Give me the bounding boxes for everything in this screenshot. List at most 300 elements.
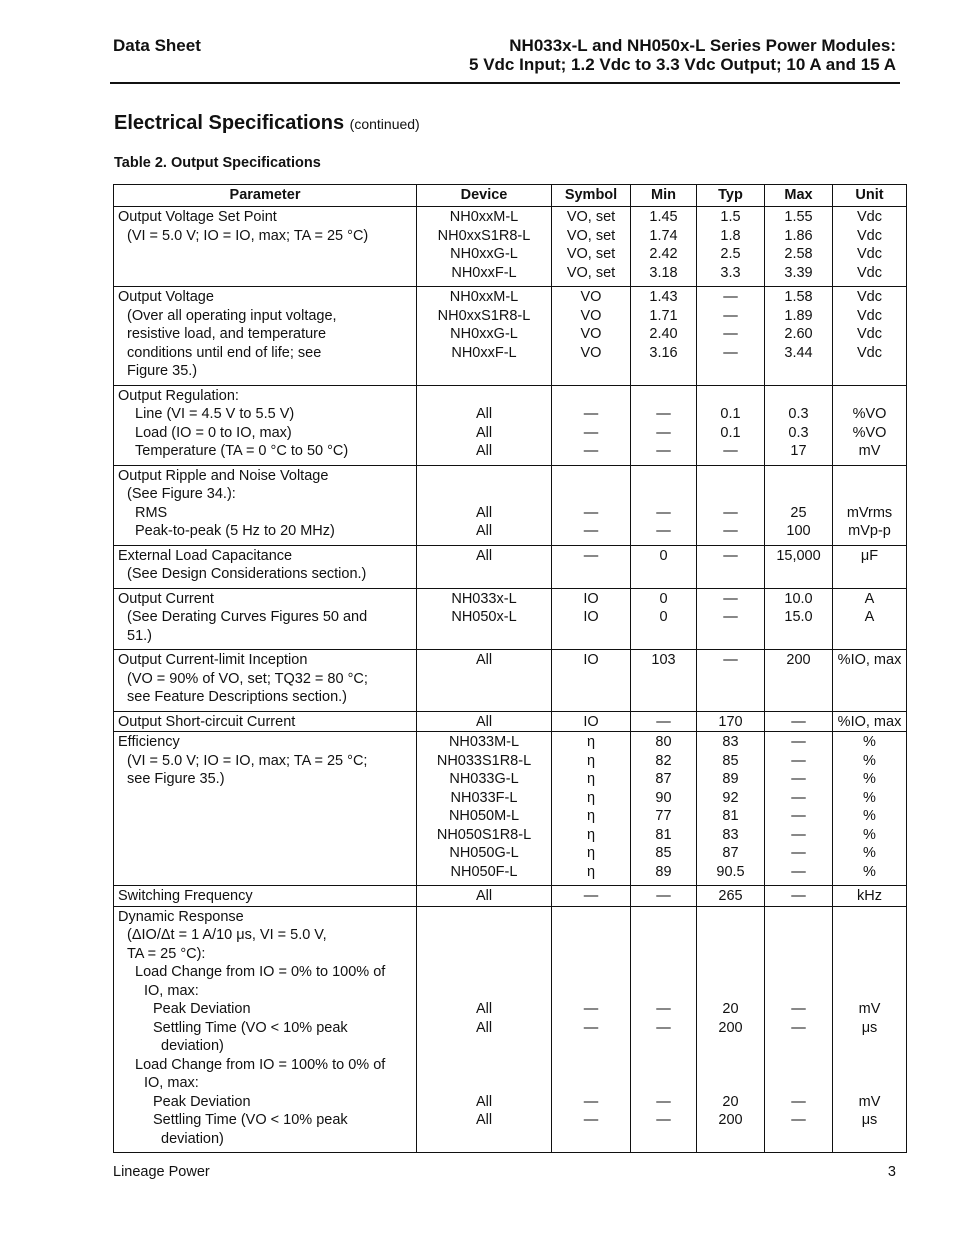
min-value (635, 1056, 692, 1075)
symbol-value: — (583, 1019, 599, 1036)
device-value: All (475, 406, 493, 422)
section-subtitle: (continued) (349, 116, 420, 132)
max-value: — (791, 888, 806, 904)
typ-value: 81 (722, 808, 739, 824)
min-value: 0 (659, 590, 668, 607)
typ-value: 200 (718, 1019, 743, 1036)
device-value: NH0xxM-L (449, 209, 519, 225)
typ-value: — (723, 344, 738, 361)
unit-value: %VO (852, 424, 887, 441)
max-cell (765, 906, 833, 1153)
unit-value: %IO, max (837, 713, 902, 730)
symbol-value (556, 1056, 626, 1075)
unit-value: % (863, 734, 876, 750)
header-title-line-1: NH033x-L and NH050x-L Series Power Modules: (509, 36, 896, 55)
symbol-cell (552, 465, 631, 545)
device-value: NH033S1R8-L (436, 752, 532, 769)
parameter-cell (114, 588, 417, 650)
typ-value: 0.1 (720, 406, 741, 422)
min-value (635, 1074, 692, 1093)
device-value: NH0xxS1R8-L (437, 307, 531, 324)
device-value: NH050S1R8-L (436, 826, 532, 843)
device-value: NH0xxS1R8-L (437, 227, 531, 244)
page-number: 3 (887, 1164, 896, 1180)
min-cell (631, 650, 697, 712)
symbol-cell (552, 588, 631, 650)
unit-value: Vdc (857, 289, 882, 305)
max-value: 3.44 (784, 344, 813, 361)
table-row (114, 732, 907, 886)
min-value: 90 (655, 789, 672, 806)
unit-value: mV (858, 1001, 881, 1017)
typ-value (701, 1037, 760, 1056)
max-value: 1.89 (784, 307, 813, 324)
unit-value: % (863, 863, 876, 880)
device-value (421, 945, 547, 964)
parameter-cell (114, 287, 417, 386)
max-value: — (791, 1112, 806, 1128)
spacer (421, 467, 547, 486)
parameter-line: (VI = 5.0 V; IO = IO, max; TA = 25 °C; (127, 752, 368, 769)
min-cell (631, 732, 697, 886)
section-title-text: Electrical Specifications (114, 112, 345, 134)
header-divider (110, 82, 900, 84)
parameter-line: see Feature Descriptions section.) (127, 689, 348, 705)
symbol-value: — (583, 443, 599, 459)
min-cell (631, 545, 697, 588)
symbol-cell (552, 732, 631, 886)
unit-value: mV (858, 443, 881, 459)
symbol-cell (552, 287, 631, 386)
symbol-value: VO (580, 326, 602, 342)
unit-value: % (863, 808, 876, 824)
min-value: 3.18 (649, 264, 678, 281)
max-value: — (791, 1093, 806, 1110)
symbol-value: — (583, 547, 599, 564)
typ-value: 20 (722, 1001, 739, 1017)
symbol-value: η (586, 845, 596, 861)
spacer (837, 387, 902, 406)
parameter-line: Figure 35.) (127, 363, 198, 379)
min-value: — (656, 504, 671, 521)
device-value: NH050x-L (451, 609, 517, 625)
symbol-cell (552, 650, 631, 712)
typ-value: — (723, 443, 738, 459)
unit-value: μF (860, 547, 879, 564)
spacer (556, 485, 626, 504)
parameter-line: Settling Time (VO < 10% peak (153, 1019, 348, 1036)
symbol-value: η (586, 771, 596, 787)
max-value: — (791, 713, 806, 730)
typ-cell (697, 465, 765, 545)
header-doc-type: Data Sheet (113, 36, 201, 55)
spacer (769, 467, 828, 486)
typ-value: — (723, 652, 738, 668)
spacer (635, 387, 692, 406)
parameter-line: Load Change from IO = 100% to 0% of (135, 1056, 386, 1073)
unit-cell (833, 465, 907, 545)
symbol-value (556, 945, 626, 964)
spacer (635, 485, 692, 504)
device-cell (417, 886, 552, 907)
table-row (114, 886, 907, 907)
typ-value: 92 (722, 789, 739, 806)
parameter-line: Switching Frequency (118, 888, 253, 904)
unit-value: Vdc (857, 227, 882, 244)
device-cell (417, 588, 552, 650)
max-value: — (791, 1001, 806, 1017)
parameter-line: Output Short-circuit Current (118, 713, 296, 730)
unit-cell (833, 886, 907, 907)
symbol-value: VO (580, 344, 602, 361)
min-value: — (656, 1001, 671, 1017)
column-header-typ: Typ (697, 185, 765, 207)
typ-value: — (723, 523, 738, 539)
symbol-value: — (583, 523, 599, 539)
parameter-cell (114, 906, 417, 1153)
typ-value: 83 (722, 734, 739, 750)
spacer (556, 387, 626, 406)
spacer (837, 485, 902, 504)
min-value: — (656, 1112, 671, 1128)
min-value: 1.74 (649, 227, 678, 244)
symbol-cell (552, 385, 631, 465)
max-value: — (791, 734, 806, 750)
spacer (769, 387, 828, 406)
device-value: All (475, 523, 493, 539)
min-value: 1.45 (649, 209, 678, 225)
min-value: 2.40 (649, 326, 678, 342)
symbol-value: VO (580, 289, 602, 305)
min-value: 85 (655, 845, 672, 861)
symbol-value (556, 926, 626, 945)
unit-cell (833, 906, 907, 1153)
symbol-value: η (586, 734, 596, 750)
min-value: — (656, 1019, 671, 1036)
parameter-line: (Over all operating input voltage, (127, 307, 337, 324)
max-value (769, 1074, 828, 1093)
unit-value: μs (861, 1019, 878, 1036)
typ-cell (697, 886, 765, 907)
device-cell (417, 385, 552, 465)
unit-value: % (863, 789, 876, 806)
typ-cell (697, 732, 765, 886)
typ-value: — (723, 547, 738, 564)
max-value (769, 926, 828, 945)
unit-value (837, 1056, 902, 1075)
table-row (114, 906, 907, 1153)
max-value: 10.0 (784, 590, 813, 607)
table-row (114, 650, 907, 712)
min-cell (631, 465, 697, 545)
parameter-line: Output Voltage Set Point (118, 209, 277, 225)
parameter-line: IO, max: (144, 982, 199, 999)
max-value (769, 1056, 828, 1075)
max-value: 200 (786, 652, 811, 668)
typ-value: 170 (718, 713, 743, 730)
symbol-cell (552, 711, 631, 732)
max-value: 25 (790, 504, 807, 521)
parameter-cell (114, 886, 417, 907)
min-value: — (656, 424, 671, 441)
device-cell (417, 465, 552, 545)
column-header-symbol: Symbol (552, 185, 631, 207)
parameter-line: (ΔIO/Δt = 1 A/10 μs, VI = 5.0 V, (127, 927, 327, 943)
parameter-line: 51.) (127, 627, 152, 644)
min-value (635, 945, 692, 964)
device-value: All (475, 1093, 493, 1110)
spacer (701, 485, 760, 504)
typ-value: 265 (718, 888, 743, 904)
parameter-line: TA = 25 °C): (127, 945, 206, 962)
device-value: All (475, 1112, 493, 1128)
unit-value (837, 908, 902, 927)
parameter-line: IO, max: (144, 1075, 199, 1091)
min-value: 3.16 (649, 344, 678, 361)
device-value: NH033G-L (449, 771, 519, 787)
device-value (421, 963, 547, 982)
spacer (701, 387, 760, 406)
unit-value: μs (861, 1112, 878, 1128)
symbol-value (556, 908, 626, 927)
max-value: — (791, 845, 806, 861)
max-value: 100 (786, 523, 811, 539)
table-row (114, 287, 907, 386)
device-value: NH0xxF-L (451, 344, 517, 361)
column-header-min: Min (631, 185, 697, 207)
typ-value (701, 945, 760, 964)
min-value: — (656, 443, 671, 459)
typ-cell (697, 711, 765, 732)
device-cell (417, 545, 552, 588)
min-value: 82 (655, 752, 672, 769)
typ-value: 90.5 (716, 863, 745, 880)
parameter-cell (114, 385, 417, 465)
table-row (114, 711, 907, 732)
max-value (769, 982, 828, 1001)
parameter-line: Efficiency (118, 734, 180, 750)
typ-cell (697, 385, 765, 465)
parameter-line: Output Regulation: (118, 387, 239, 404)
device-value: NH0xxG-L (450, 246, 518, 262)
min-value (635, 908, 692, 927)
min-value (635, 963, 692, 982)
min-value: — (656, 523, 671, 539)
spacer (837, 467, 902, 486)
max-value: 1.86 (784, 227, 813, 244)
unit-value: %IO, max (837, 652, 902, 668)
parameter-line: (See Design Considerations section.) (127, 566, 367, 582)
symbol-cell (552, 886, 631, 907)
parameter-line: Peak-to-peak (5 Hz to 20 MHz) (135, 523, 335, 539)
device-cell (417, 650, 552, 712)
parameter-cell (114, 650, 417, 712)
parameter-line: (See Derating Curves Figures 50 and (127, 609, 368, 625)
max-value (769, 945, 828, 964)
device-value: NH033M-L (448, 734, 520, 750)
min-value (635, 982, 692, 1001)
symbol-value: — (583, 406, 599, 422)
device-value: NH033x-L (451, 590, 517, 607)
parameter-line: see Figure 35.) (127, 771, 225, 787)
footer-company: Lineage Power (113, 1164, 210, 1180)
min-value: 89 (655, 863, 672, 880)
min-value: 80 (655, 734, 672, 750)
symbol-value: IO (583, 652, 599, 668)
max-value: — (791, 789, 806, 806)
typ-value: 1.8 (720, 227, 741, 244)
device-value (421, 1037, 547, 1056)
parameter-cell (114, 711, 417, 732)
device-value: All (475, 652, 493, 668)
typ-cell (697, 545, 765, 588)
unit-value: A (864, 609, 875, 625)
max-value: 0.3 (788, 406, 809, 422)
typ-value: — (723, 326, 738, 342)
device-value: All (475, 1019, 493, 1036)
max-value: 1.55 (784, 209, 813, 225)
device-cell (417, 207, 552, 287)
device-cell (417, 732, 552, 886)
parameter-line: Output Voltage (118, 289, 214, 305)
symbol-value: η (586, 826, 596, 843)
symbol-value (556, 1074, 626, 1093)
max-value: — (791, 752, 806, 769)
typ-value (701, 982, 760, 1001)
symbol-value: η (586, 752, 596, 769)
typ-value (701, 1056, 760, 1075)
device-value: All (475, 504, 493, 521)
min-cell (631, 287, 697, 386)
min-cell (631, 711, 697, 732)
parameter-line: RMS (135, 504, 168, 521)
parameter-cell (114, 207, 417, 287)
max-cell (765, 545, 833, 588)
device-value: NH033F-L (450, 789, 518, 806)
max-value: — (791, 771, 806, 787)
device-value (421, 1056, 547, 1075)
header-product-title (469, 36, 896, 74)
typ-value: 20 (722, 1093, 739, 1110)
parameter-line: (VI = 5.0 V; IO = IO, max; TA = 25 °C) (127, 227, 369, 244)
symbol-value: IO (583, 590, 599, 607)
parameter-line: Peak Deviation (153, 1001, 251, 1017)
table-row (114, 465, 907, 545)
unit-cell (833, 711, 907, 732)
symbol-value (556, 963, 626, 982)
symbol-value: VO (580, 307, 602, 324)
parameter-line: deviation) (161, 1038, 224, 1054)
header-title-line-2: 5 Vdc Input; 1.2 Vdc to 3.3 Vdc Output; 10 A and 15 A (469, 55, 896, 74)
unit-value (837, 1037, 902, 1056)
device-value (421, 926, 547, 945)
max-cell (765, 207, 833, 287)
typ-value: 85 (722, 752, 739, 769)
device-cell (417, 906, 552, 1153)
unit-cell (833, 287, 907, 386)
unit-value: mVrms (846, 504, 893, 521)
min-cell (631, 207, 697, 287)
parameter-line: Peak Deviation (153, 1093, 251, 1110)
unit-value: Vdc (857, 246, 882, 262)
symbol-value (556, 1037, 626, 1056)
device-value: NH050M-L (448, 808, 520, 824)
typ-value: 87 (722, 845, 739, 861)
unit-value (837, 1074, 902, 1093)
symbol-value: VO, set (566, 264, 616, 281)
spacer (556, 467, 626, 486)
unit-value: % (863, 771, 876, 787)
unit-value (837, 982, 902, 1001)
parameter-line: resistive load, and temperature (127, 326, 327, 342)
max-value (769, 908, 828, 927)
unit-value: mV (858, 1093, 881, 1110)
typ-value: 200 (718, 1112, 743, 1128)
symbol-value: — (583, 424, 599, 441)
table-row (114, 385, 907, 465)
min-value: 81 (655, 826, 672, 843)
symbol-cell (552, 906, 631, 1153)
device-value: All (475, 443, 493, 459)
max-value: 15,000 (776, 547, 821, 564)
unit-cell (833, 385, 907, 465)
column-header-device: Device (417, 185, 552, 207)
unit-value: kHz (857, 888, 882, 904)
output-specifications-table (113, 184, 907, 1153)
max-value (769, 1037, 828, 1056)
unit-value (837, 945, 902, 964)
typ-value: — (723, 289, 738, 305)
parameter-line: (VO = 90% of VO, set; TQ32 = 80 °C; (127, 670, 368, 687)
min-value: 77 (655, 808, 672, 824)
spacer (769, 485, 828, 504)
spacer (701, 467, 760, 486)
symbol-value: — (583, 1093, 599, 1110)
unit-value: % (863, 845, 876, 861)
max-value (769, 963, 828, 982)
max-cell (765, 711, 833, 732)
device-value: All (475, 713, 493, 730)
device-value (421, 908, 547, 927)
max-value: 15.0 (784, 609, 813, 625)
unit-value (837, 963, 902, 982)
min-cell (631, 886, 697, 907)
min-value: 0 (659, 547, 668, 564)
spacer (635, 467, 692, 486)
table-row (114, 588, 907, 650)
device-value: All (475, 424, 493, 441)
parameter-cell (114, 545, 417, 588)
spacer (421, 387, 547, 406)
device-value: All (475, 547, 493, 564)
min-value: 87 (655, 771, 672, 787)
max-cell (765, 287, 833, 386)
typ-cell (697, 906, 765, 1153)
unit-value: Vdc (857, 307, 882, 324)
symbol-value: — (583, 1112, 599, 1128)
unit-cell (833, 650, 907, 712)
section-title (114, 112, 420, 135)
unit-value: Vdc (857, 264, 882, 281)
device-value: NH0xxF-L (451, 264, 517, 281)
column-header-max: Max (765, 185, 833, 207)
table-row (114, 207, 907, 287)
parameter-line: Output Ripple and Noise Voltage (118, 467, 329, 484)
typ-cell (697, 287, 765, 386)
table-title: Table 2. Output Specifications (114, 155, 321, 171)
parameter-cell (114, 732, 417, 886)
device-cell (417, 287, 552, 386)
